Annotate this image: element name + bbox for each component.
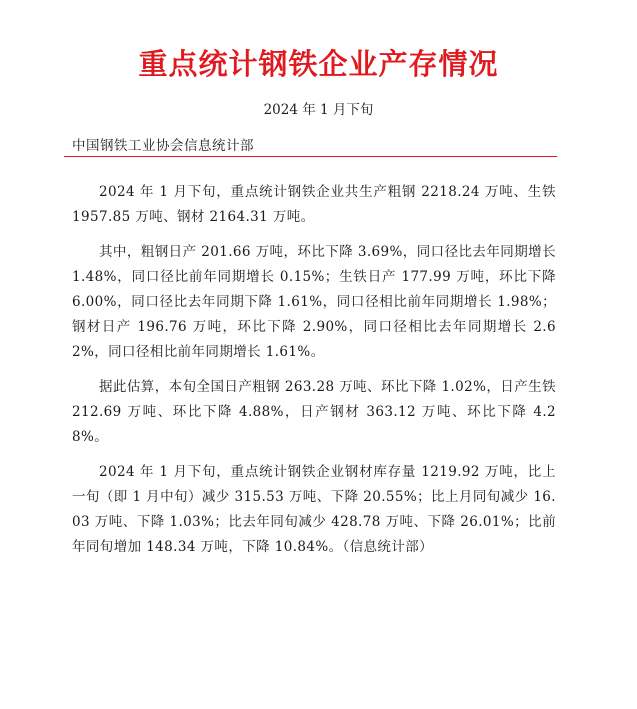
report-date: 2024 年 1 月下旬 — [263, 102, 374, 118]
header-divider — [64, 156, 557, 157]
paragraph-national-estimate: 据此估算，本旬全国日产粗钢 263.28 万吨、环比下降 1.02%，日产生铁 212.69 万吨、环比下降 4.88%，日产钢材 363.12 万吨、环比下降 4.28%。 — [72, 379, 556, 445]
paragraph-daily-output: 其中，粗钢日产 201.66 万吨，环比下降 3.69%，同口径比去年同期增长 1.48%，同口径比前年同期增长 0.15%；生铁日产 177.99 万吨，环比下降 6.00%，同口径比去年同期下降 1.61%，同口径相比前年同期增长 1.98%；钢材日产 196.76 万吨，环比下降 2.90%，同口径相比去年同期增长 2.62%，同口径相比前年同期增长 1.61%。 — [72, 244, 556, 360]
issuer-department: 中国钢铁工业协会信息统计部 — [72, 138, 254, 154]
paragraph-production-summary: 2024 年 1 月下旬，重点统计钢铁企业共生产粗钢 2218.24 万吨、生铁 1957.85 万吨、钢材 2164.31 万吨。 — [72, 184, 556, 225]
page-title: 重点统计钢铁企业产存情况 — [138, 47, 499, 81]
paragraph-inventory: 2024 年 1 月下旬，重点统计钢铁企业钢材库存量 1219.92 万吨，比上一旬（即 1 月中旬）减少 315.53 万吨、下降 20.55%；比上月同旬减少 16.03 万吨、下降 1.03%；比去年同旬减少 428.78 万吨、下降 26.01%；比前年同旬增加 148.34 万吨，下降 10.84%。（信息统计部） — [72, 464, 556, 555]
article-body — [72, 180, 556, 570]
